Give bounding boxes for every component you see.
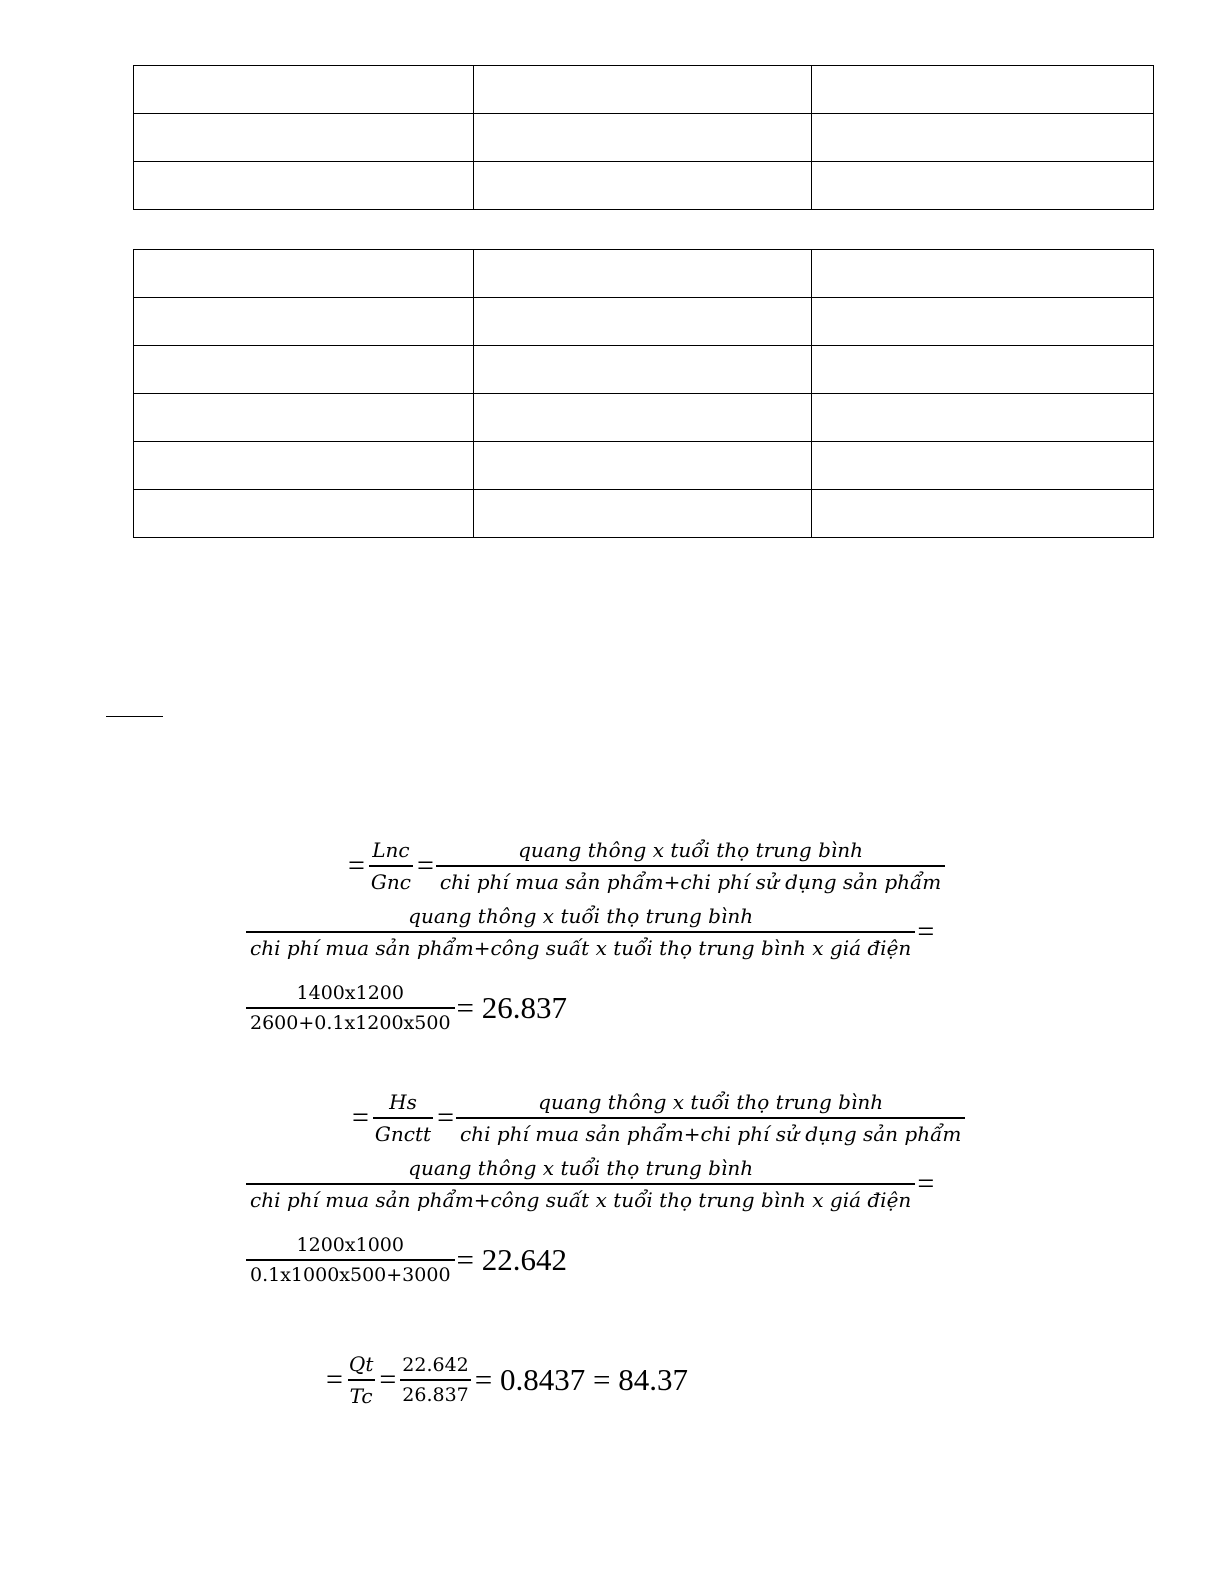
fraction-numerator: quang thông x tuổi thọ trung bình: [538, 1090, 884, 1114]
fraction-denominator: chi phí mua sản phẩm+công suất x tuổi thọ trung bình x giá điện: [246, 1183, 915, 1212]
table-row: [134, 490, 1154, 538]
fraction-expanded: [248, 1156, 913, 1212]
fraction-denominator: Gnctt: [373, 1117, 433, 1146]
table-cell: [812, 442, 1154, 490]
table-row: [134, 346, 1154, 394]
table-cell: [134, 162, 474, 210]
table-cell: [134, 394, 474, 442]
fraction-numerator: 1200x1000: [296, 1234, 404, 1256]
fraction-lnc-gnc: [369, 838, 413, 894]
formula-1-line-1: [348, 838, 947, 894]
fraction-denominator: Tc: [348, 1379, 375, 1408]
fraction-denominator: Gnc: [369, 865, 413, 894]
fraction-denominator: 0.1x1000x500+3000: [246, 1259, 455, 1286]
table-row: [134, 66, 1154, 114]
table-cell: [474, 298, 812, 346]
fraction-denominator: 2600+0.1x1200x500: [246, 1007, 455, 1034]
table-row: [134, 298, 1154, 346]
underline-mark: [106, 716, 163, 717]
fraction-denominator: chi phí mua sản phẩm+chi phí sử dụng sản phẩm: [436, 865, 945, 894]
fraction-qt-tc: [347, 1352, 375, 1408]
fraction-numeric: [248, 1234, 453, 1286]
fraction-numerator: Qt: [348, 1352, 374, 1376]
formula-2-line-2: [244, 1156, 934, 1212]
table-cell: [134, 114, 474, 162]
table-cell: [474, 250, 812, 298]
equals-sign: =: [917, 1167, 935, 1200]
fraction-denominator: 26.837: [400, 1379, 470, 1406]
equals-sign: =: [379, 1363, 397, 1396]
table-cell: [812, 490, 1154, 538]
fraction-values: [400, 1354, 470, 1406]
table-row: [134, 250, 1154, 298]
table-cell: [812, 394, 1154, 442]
table-cell: [134, 346, 474, 394]
fraction-denominator: chi phí mua sản phẩm+công suất x tuổi thọ trung bình x giá điện: [246, 931, 915, 960]
table-cell: [134, 490, 474, 538]
table-cell: [812, 66, 1154, 114]
equals-sign: =: [437, 1101, 454, 1134]
formula-2-line-1: [352, 1090, 967, 1146]
table-cell: [474, 442, 812, 490]
fraction-general: [458, 1090, 963, 1146]
fraction-numerator: Hs: [389, 1090, 417, 1114]
table-cell: [474, 394, 812, 442]
fraction-numerator: Lnc: [372, 838, 410, 862]
fraction-numerator: 22.642: [402, 1354, 469, 1376]
table-cell: [812, 250, 1154, 298]
result-value: = 0.8437 = 84.37: [474, 1362, 688, 1397]
formula-1-line-3: [244, 982, 567, 1034]
result-value: = 26.837: [456, 990, 568, 1025]
table-cell: [134, 298, 474, 346]
table-cell: [474, 162, 812, 210]
table-cell: [474, 490, 812, 538]
fraction-numerator: quang thông x tuổi thọ trung bình: [408, 904, 754, 928]
table-cell: [474, 66, 812, 114]
result-value: = 22.642: [456, 1242, 568, 1277]
equals-sign: =: [352, 1101, 369, 1134]
equals-sign: =: [348, 849, 365, 882]
formula-3-line-1: [326, 1352, 688, 1408]
fraction-hs-gnctt: [373, 1090, 433, 1146]
formula-1-line-2: [244, 904, 934, 960]
table-row: [134, 394, 1154, 442]
table-2: [133, 249, 1154, 538]
table-1: [133, 65, 1154, 210]
fraction-expanded: [248, 904, 913, 960]
table-row: [134, 162, 1154, 210]
table-cell: [474, 114, 812, 162]
formula-2-line-3: [244, 1234, 567, 1286]
table-cell: [812, 298, 1154, 346]
table-row: [134, 114, 1154, 162]
table-row: [134, 442, 1154, 490]
table-cell: [134, 250, 474, 298]
fraction-numerator: quang thông x tuổi thọ trung bình: [518, 838, 864, 862]
table-cell: [474, 346, 812, 394]
equals-sign: =: [326, 1363, 343, 1396]
fraction-general: [438, 838, 943, 894]
table-cell: [134, 442, 474, 490]
table-cell: [812, 162, 1154, 210]
fraction-denominator: chi phí mua sản phẩm+chi phí sử dụng sản phẩm: [456, 1117, 965, 1146]
fraction-numeric: [248, 982, 453, 1034]
table-cell: [812, 114, 1154, 162]
fraction-numerator: quang thông x tuổi thọ trung bình: [408, 1156, 754, 1180]
table-cell: [812, 346, 1154, 394]
equals-sign: =: [917, 915, 935, 948]
equals-sign: =: [416, 849, 434, 882]
fraction-numerator: 1400x1200: [296, 982, 404, 1004]
table-cell: [134, 66, 474, 114]
